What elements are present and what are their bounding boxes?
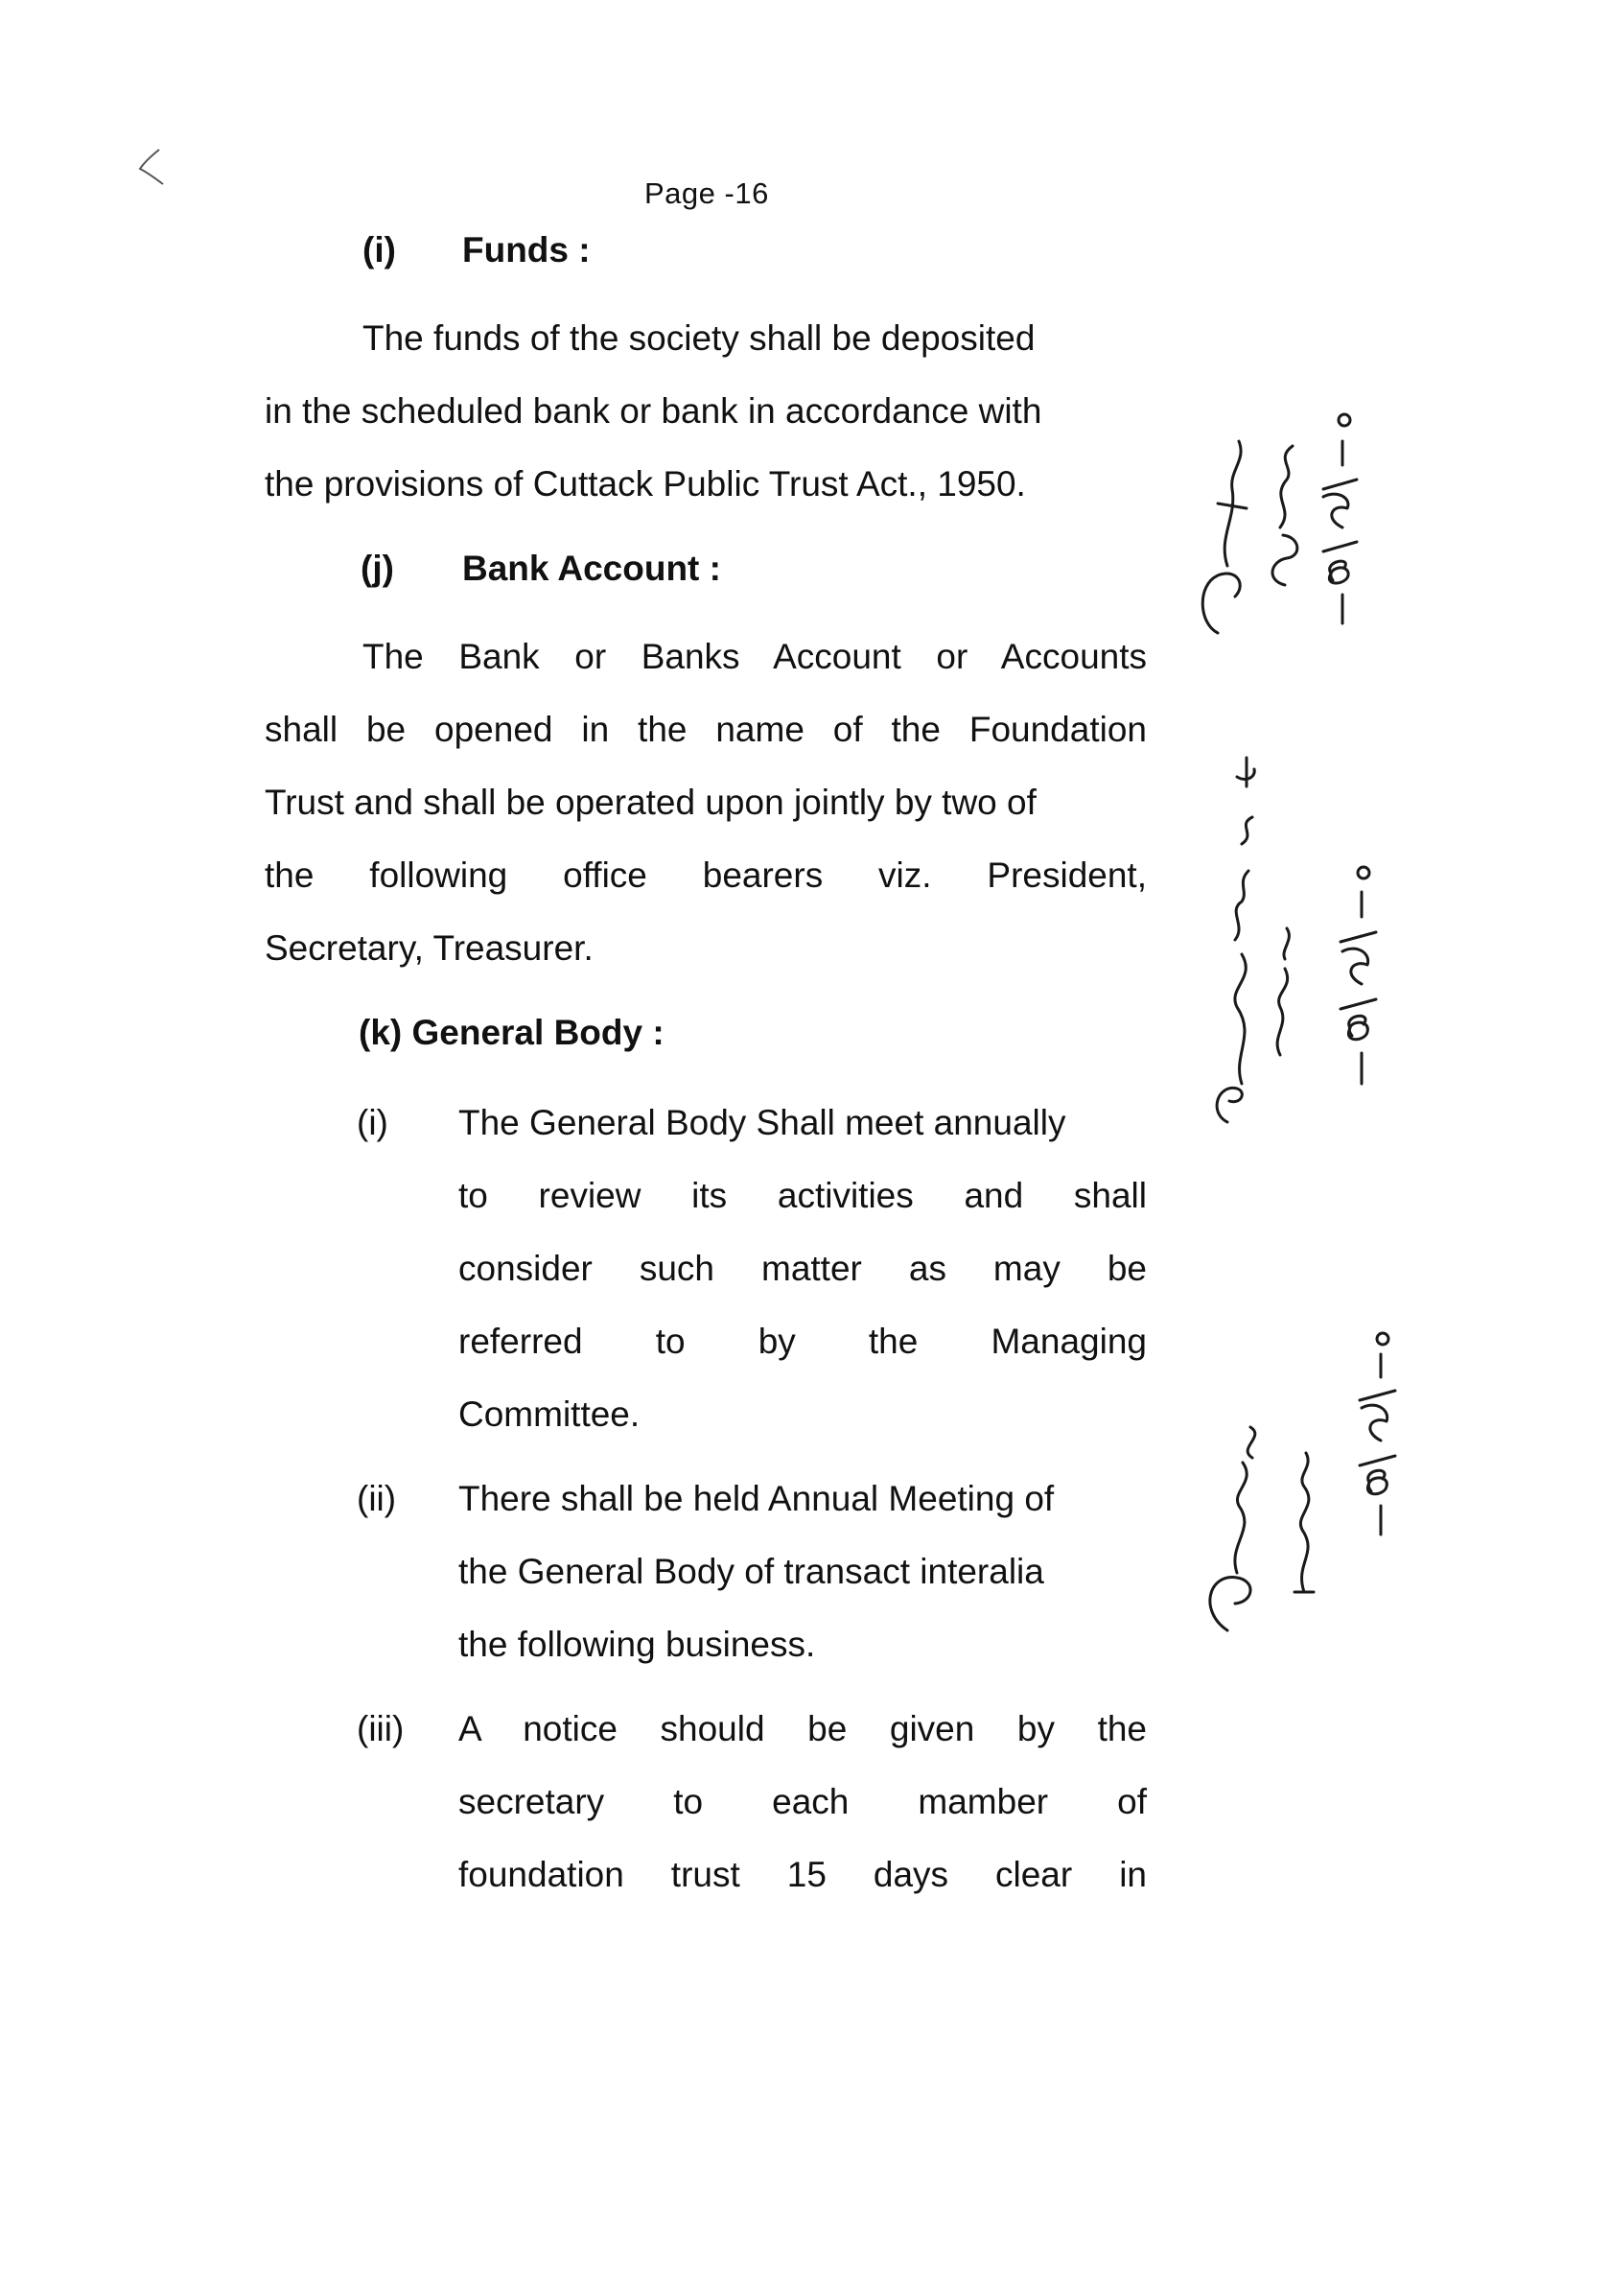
item-line: the General Body of transact interalia bbox=[458, 1552, 1044, 1591]
paragraph-line: Secretary, Treasurer. bbox=[265, 928, 594, 968]
section-heading-funds bbox=[362, 230, 591, 270]
paragraph-line: in the scheduled bank or bank in accordance with bbox=[265, 391, 1042, 431]
section-title: Funds : bbox=[462, 230, 591, 269]
paragraph-line: shall be opened in the name of the Foundation bbox=[265, 710, 1147, 749]
item-line: There shall be held Annual Meeting of bbox=[458, 1479, 1055, 1518]
section-marker: (i) bbox=[362, 230, 396, 269]
paragraph-line: the provisions of Cuttack Public Trust Act., 1950. bbox=[265, 464, 1026, 504]
scan-mark bbox=[132, 144, 171, 192]
signature-president bbox=[1189, 748, 1390, 1132]
item-line: consider such matter as may be bbox=[458, 1249, 1147, 1288]
item-line: The General Body Shall meet annually bbox=[458, 1103, 1066, 1142]
item-line: the following business. bbox=[458, 1625, 816, 1664]
signature-secretary bbox=[1179, 345, 1390, 652]
item-line: A notice should be given by the bbox=[458, 1709, 1147, 1748]
section-heading-general-body: (k) General Body : bbox=[359, 1013, 665, 1052]
item-marker: (i) bbox=[357, 1103, 388, 1142]
paragraph-line: The funds of the society shall be deposited bbox=[362, 318, 1036, 358]
item-line: foundation trust 15 days clear in bbox=[458, 1855, 1147, 1894]
item-marker: (iii) bbox=[357, 1709, 405, 1748]
paragraph-line: the following office bearers viz. President, bbox=[265, 855, 1147, 895]
item-line: referred to by the Managing bbox=[458, 1322, 1147, 1361]
section-heading-bank-account bbox=[361, 549, 721, 589]
section-title: Bank Account : bbox=[462, 549, 721, 588]
item-line: to review its activities and shall bbox=[458, 1176, 1147, 1215]
page-number: Page -16 bbox=[644, 176, 769, 210]
item-marker: (ii) bbox=[357, 1479, 397, 1518]
section-marker: (j) bbox=[361, 549, 394, 588]
item-line: Committee. bbox=[458, 1394, 641, 1434]
paragraph-line: The Bank or Banks Account or Accounts bbox=[362, 637, 1147, 676]
paragraph-line: Trust and shall be operated upon jointly by two of bbox=[265, 783, 1037, 822]
item-line: secretary to each mamber of bbox=[458, 1782, 1147, 1821]
signature-treasurer bbox=[1189, 1324, 1410, 1650]
